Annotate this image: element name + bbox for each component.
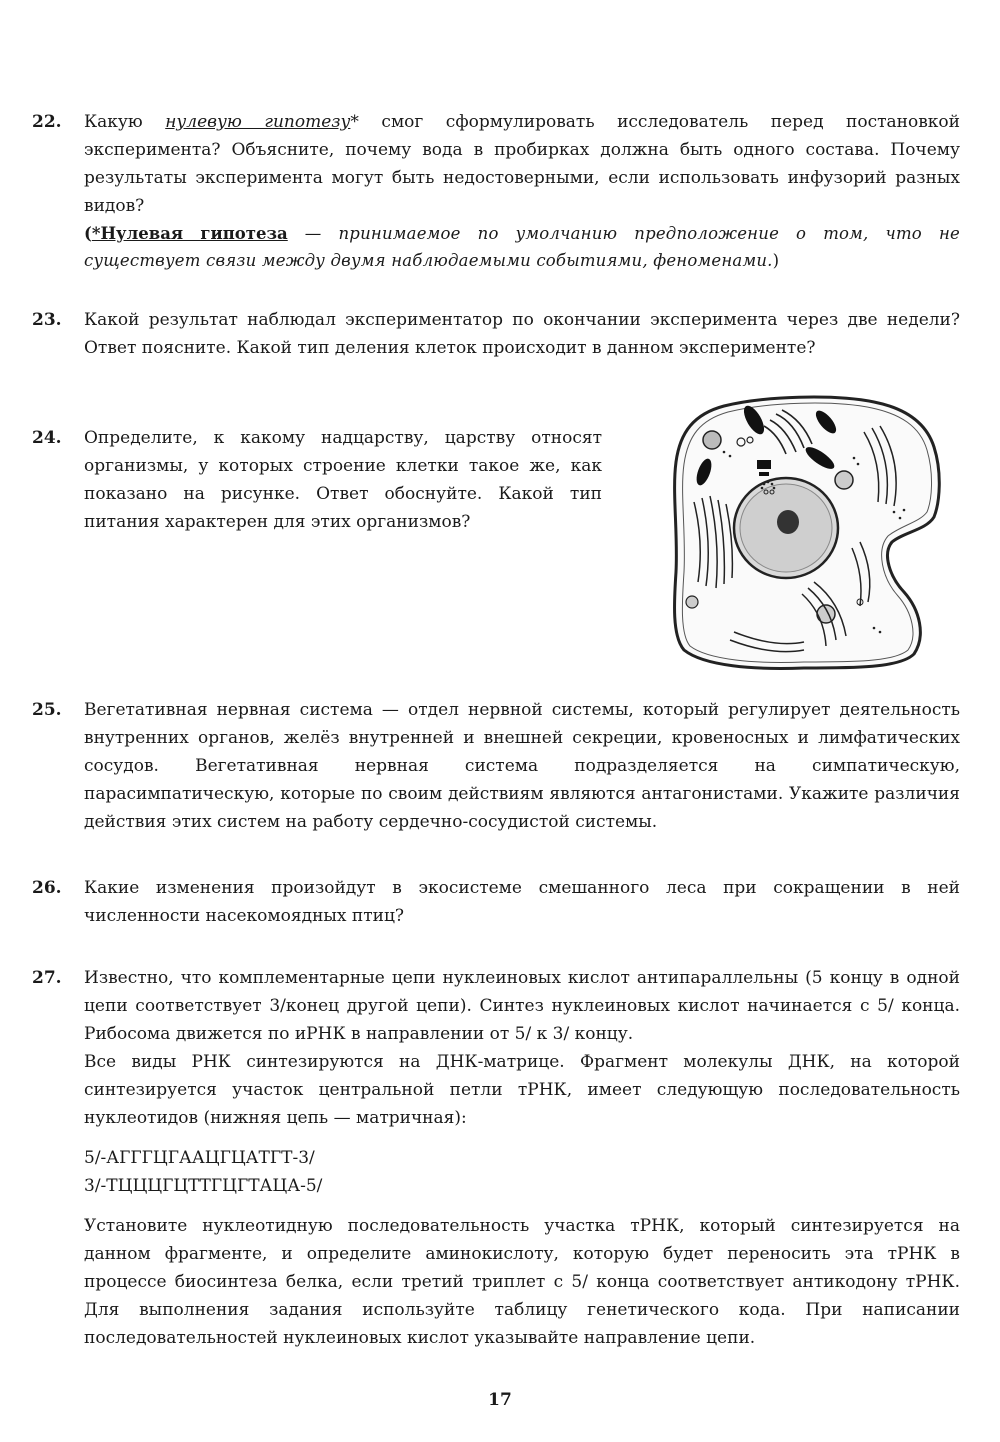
question-text: Какой результат наблюдал экспериментатор по окончании эксперимента через две недели? Ответ поясните. Какой тип деления клеток происходит в данном эксперименте?	[84, 310, 960, 358]
question-25	[32, 696, 960, 836]
question-24	[32, 424, 602, 536]
question-26	[32, 874, 960, 930]
vesicle	[835, 471, 853, 489]
page-number: 17	[488, 1390, 512, 1410]
null-hypothesis-term: нулевую гипотезу	[165, 112, 351, 132]
dna-sequences	[84, 1144, 960, 1200]
question-number: 24.	[32, 428, 62, 448]
footnote-definition: — принимаемое по умолчанию предположение о том, что не существует связи между двумя наблюдаемыми событиями, феноменами.	[84, 224, 960, 270]
question-text	[84, 964, 960, 1352]
question-number: 26.	[32, 878, 62, 898]
question-text: Определите, к какому надцарству, царству относят организмы, у которых строение клетки такое же, как показано на рисунке. Ответ обоснуйте. Какой тип питания характерен для этих организмов?	[84, 428, 602, 532]
question-number: 23.	[32, 310, 62, 330]
dna-strand-bottom: 3/-ТЦЦЦГЦТТГЦГТАЦА-5/	[84, 1176, 323, 1196]
question-text: Вегетативная нервная система — отдел нервной системы, который регулирует деятельность внутренних органов, желёз внутренней и внешней секреции, кровеносных и лимфатических сосудов. Вегетативная нервная система подразделяется на симпатическую, парасимпатическую, которые по своим действиям являются антагонистами. Укажите различия действия этих систем на работу сердечно-сосудистой системы.	[84, 700, 960, 832]
question-number: 25.	[32, 700, 62, 720]
question-text: Какую нулевую гипотезу* смог сформулировать исследователь перед постановкой эксперимента? Объясните, почему вода в пробирках должна быть одного состава. Почему результаты эксперимента могут быть недостоверными, если использовать инфузорий разных видов? (*Нулевая гипотеза — принимаемое по умолчанию предположение о том, что не существует связи между двумя наблюдаемыми событиями, феноменами.)	[84, 108, 960, 274]
vesicle	[703, 431, 721, 449]
animal-cell-illustration	[664, 392, 960, 672]
footnote: (*Нулевая гипотеза — принимаемое по умолчанию предположение о том, что не существует связи между двумя наблюдаемыми событиями, феноменами.)	[84, 224, 960, 270]
nucleolus	[777, 510, 799, 534]
paragraph: Все виды РНК синтезируются на ДНК-матрице. Фрагмент молекулы ДНК, на которой синтезируется участок центральной петли тРНК, имеет следующую последовательность нуклеотидов (нижняя цепь — матричная):	[84, 1052, 960, 1128]
footnote-term: *Нулевая гипотеза	[91, 224, 288, 243]
centriole	[757, 460, 771, 469]
vesicle	[686, 596, 698, 608]
question-27	[32, 964, 960, 1352]
question-text: Какие изменения произойдут в экосистеме смешанного леса при сокращении в ней численности насекомоядных птиц?	[84, 878, 960, 926]
paragraph: Установите нуклеотидную последовательность участка тРНК, который синтезируется на данном фрагменте, и определите аминокислоту, которую будет переносить эта тРНК в процессе биосинтеза белка, если третий триплет с 5/ конца соответствует антикодону тРНК. Для выполнения задания используйте таблицу генетического кода. При написании последовательностей нуклеиновых кислот указывайте направление цепи.	[84, 1216, 960, 1348]
paragraph: Известно, что комплементарные цепи нуклеиновых кислот антипараллельны (5 концу в одной цепи соответствует 3/конец другой цепи). Синтез нуклеиновых кислот начинается с 5/ конца. Рибосома движется по иРНК в направлении от 5/ к 3/ концу.	[84, 968, 960, 1044]
centriole	[759, 472, 769, 476]
question-23	[32, 306, 960, 362]
question-number: 22.	[32, 112, 62, 132]
question-22	[32, 108, 960, 274]
question-number: 27.	[32, 968, 62, 988]
dna-strand-top: 5/-АГГГЦГААЦГЦАТГТ-3/	[84, 1148, 315, 1168]
